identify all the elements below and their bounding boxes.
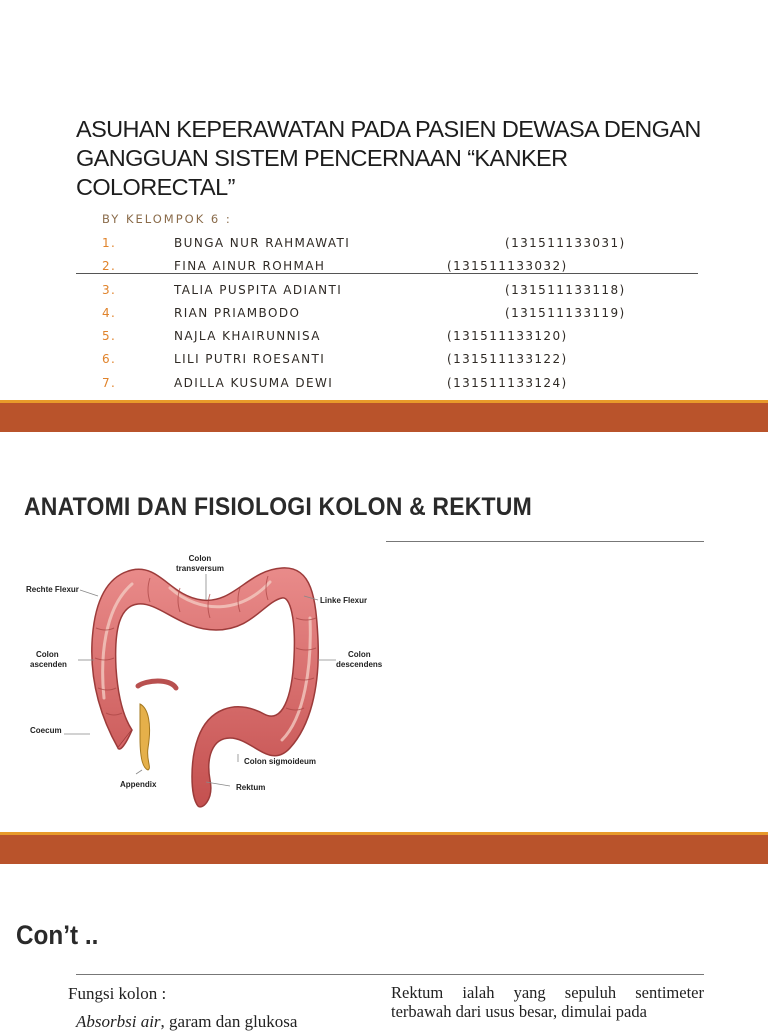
author-group-label: BY KELOMPOK 6 : — [102, 212, 232, 226]
member-row — [0, 352, 768, 370]
member-nim: (131511133122) — [447, 352, 568, 366]
absorbsi-rest: , garam dan glukosa — [160, 1012, 298, 1031]
slide-heading: Con’t .. — [16, 920, 99, 950]
absorbsi-term: Absorbsi air — [76, 1012, 161, 1031]
member-nim: (131511133118) — [505, 283, 626, 297]
member-row — [0, 329, 768, 347]
member-name: FINA AINUR ROHMAH — [174, 259, 326, 273]
presentation-title: ASUHAN KEPERAWATAN PADA PASIEN DEWASA DENGAN GANGGUAN SISTEM PENCERNAAN “KANKER COLORECTAL” — [76, 116, 701, 200]
member-name: ADILLA KUSUMA DEWI — [174, 376, 334, 390]
member-nim: (131511133124) — [447, 376, 568, 390]
member-name: NAJLA KHAIRUNNISA — [174, 329, 321, 343]
label-colon-sigmoideum: Colon sigmoideum — [244, 757, 316, 766]
slide-heading: ANATOMI DAN FISIOLOGI KOLON & REKTUM — [24, 493, 532, 521]
member-number: 6. — [102, 352, 117, 366]
label-coecum: Coecum — [30, 726, 62, 735]
member-row — [0, 259, 768, 277]
label-colon-transversum-2: transversum — [175, 564, 225, 573]
member-nim: (131511133119) — [505, 306, 626, 320]
member-nim: (131511133120) — [447, 329, 568, 343]
label-colon-ascenden-2: ascenden — [30, 660, 67, 669]
member-nim: (131511133032) — [447, 259, 568, 273]
appendix-shape — [140, 704, 150, 770]
rektum-paragraph: Rektum ialah yang sepuluh sentimeter terbawah dari usus besar, dimulai pada — [391, 983, 704, 1021]
member-name: RIAN PRIAMBODO — [174, 306, 301, 320]
fungsi-kolon-label: Fungsi kolon : — [68, 984, 167, 1003]
member-row — [0, 283, 768, 301]
divider-line — [76, 974, 704, 975]
member-number: 4. — [102, 306, 117, 320]
member-number: 7. — [102, 376, 117, 390]
member-number: 5. — [102, 329, 117, 343]
member-name: LILI PUTRI ROESANTI — [174, 352, 326, 366]
colon-anatomy-diagram — [20, 548, 390, 810]
slide-separator-band — [0, 832, 768, 864]
member-name: TALIA PUSPITA ADIANTI — [174, 283, 343, 297]
label-rektum: Rektum — [236, 783, 266, 792]
member-number: 1. — [102, 236, 117, 250]
member-number: 3. — [102, 283, 117, 297]
label-colon-descendens-1: Colon — [348, 650, 371, 659]
absorbsi-line — [76, 1012, 297, 1032]
member-row — [0, 236, 768, 254]
label-colon-descendens-2: descendens — [336, 660, 383, 669]
member-number: 2. — [102, 259, 117, 273]
label-appendix: Appendix — [120, 780, 157, 789]
label-colon-transversum-1: Colon — [188, 554, 212, 563]
member-row — [0, 376, 768, 394]
label-colon-ascenden-1: Colon — [36, 650, 59, 659]
member-row — [0, 306, 768, 324]
member-name: BUNGA NUR RAHMAWATI — [174, 236, 351, 250]
label-linke-flexur: Linke Flexur — [320, 596, 368, 605]
divider-line — [76, 273, 698, 274]
slide-title — [0, 0, 768, 400]
member-nim: (131511133031) — [505, 236, 626, 250]
colon-shape — [92, 568, 318, 807]
slide-separator-band — [0, 400, 768, 432]
label-rechte-flexur: Rechte Flexur — [26, 585, 79, 594]
divider-line — [386, 541, 704, 542]
